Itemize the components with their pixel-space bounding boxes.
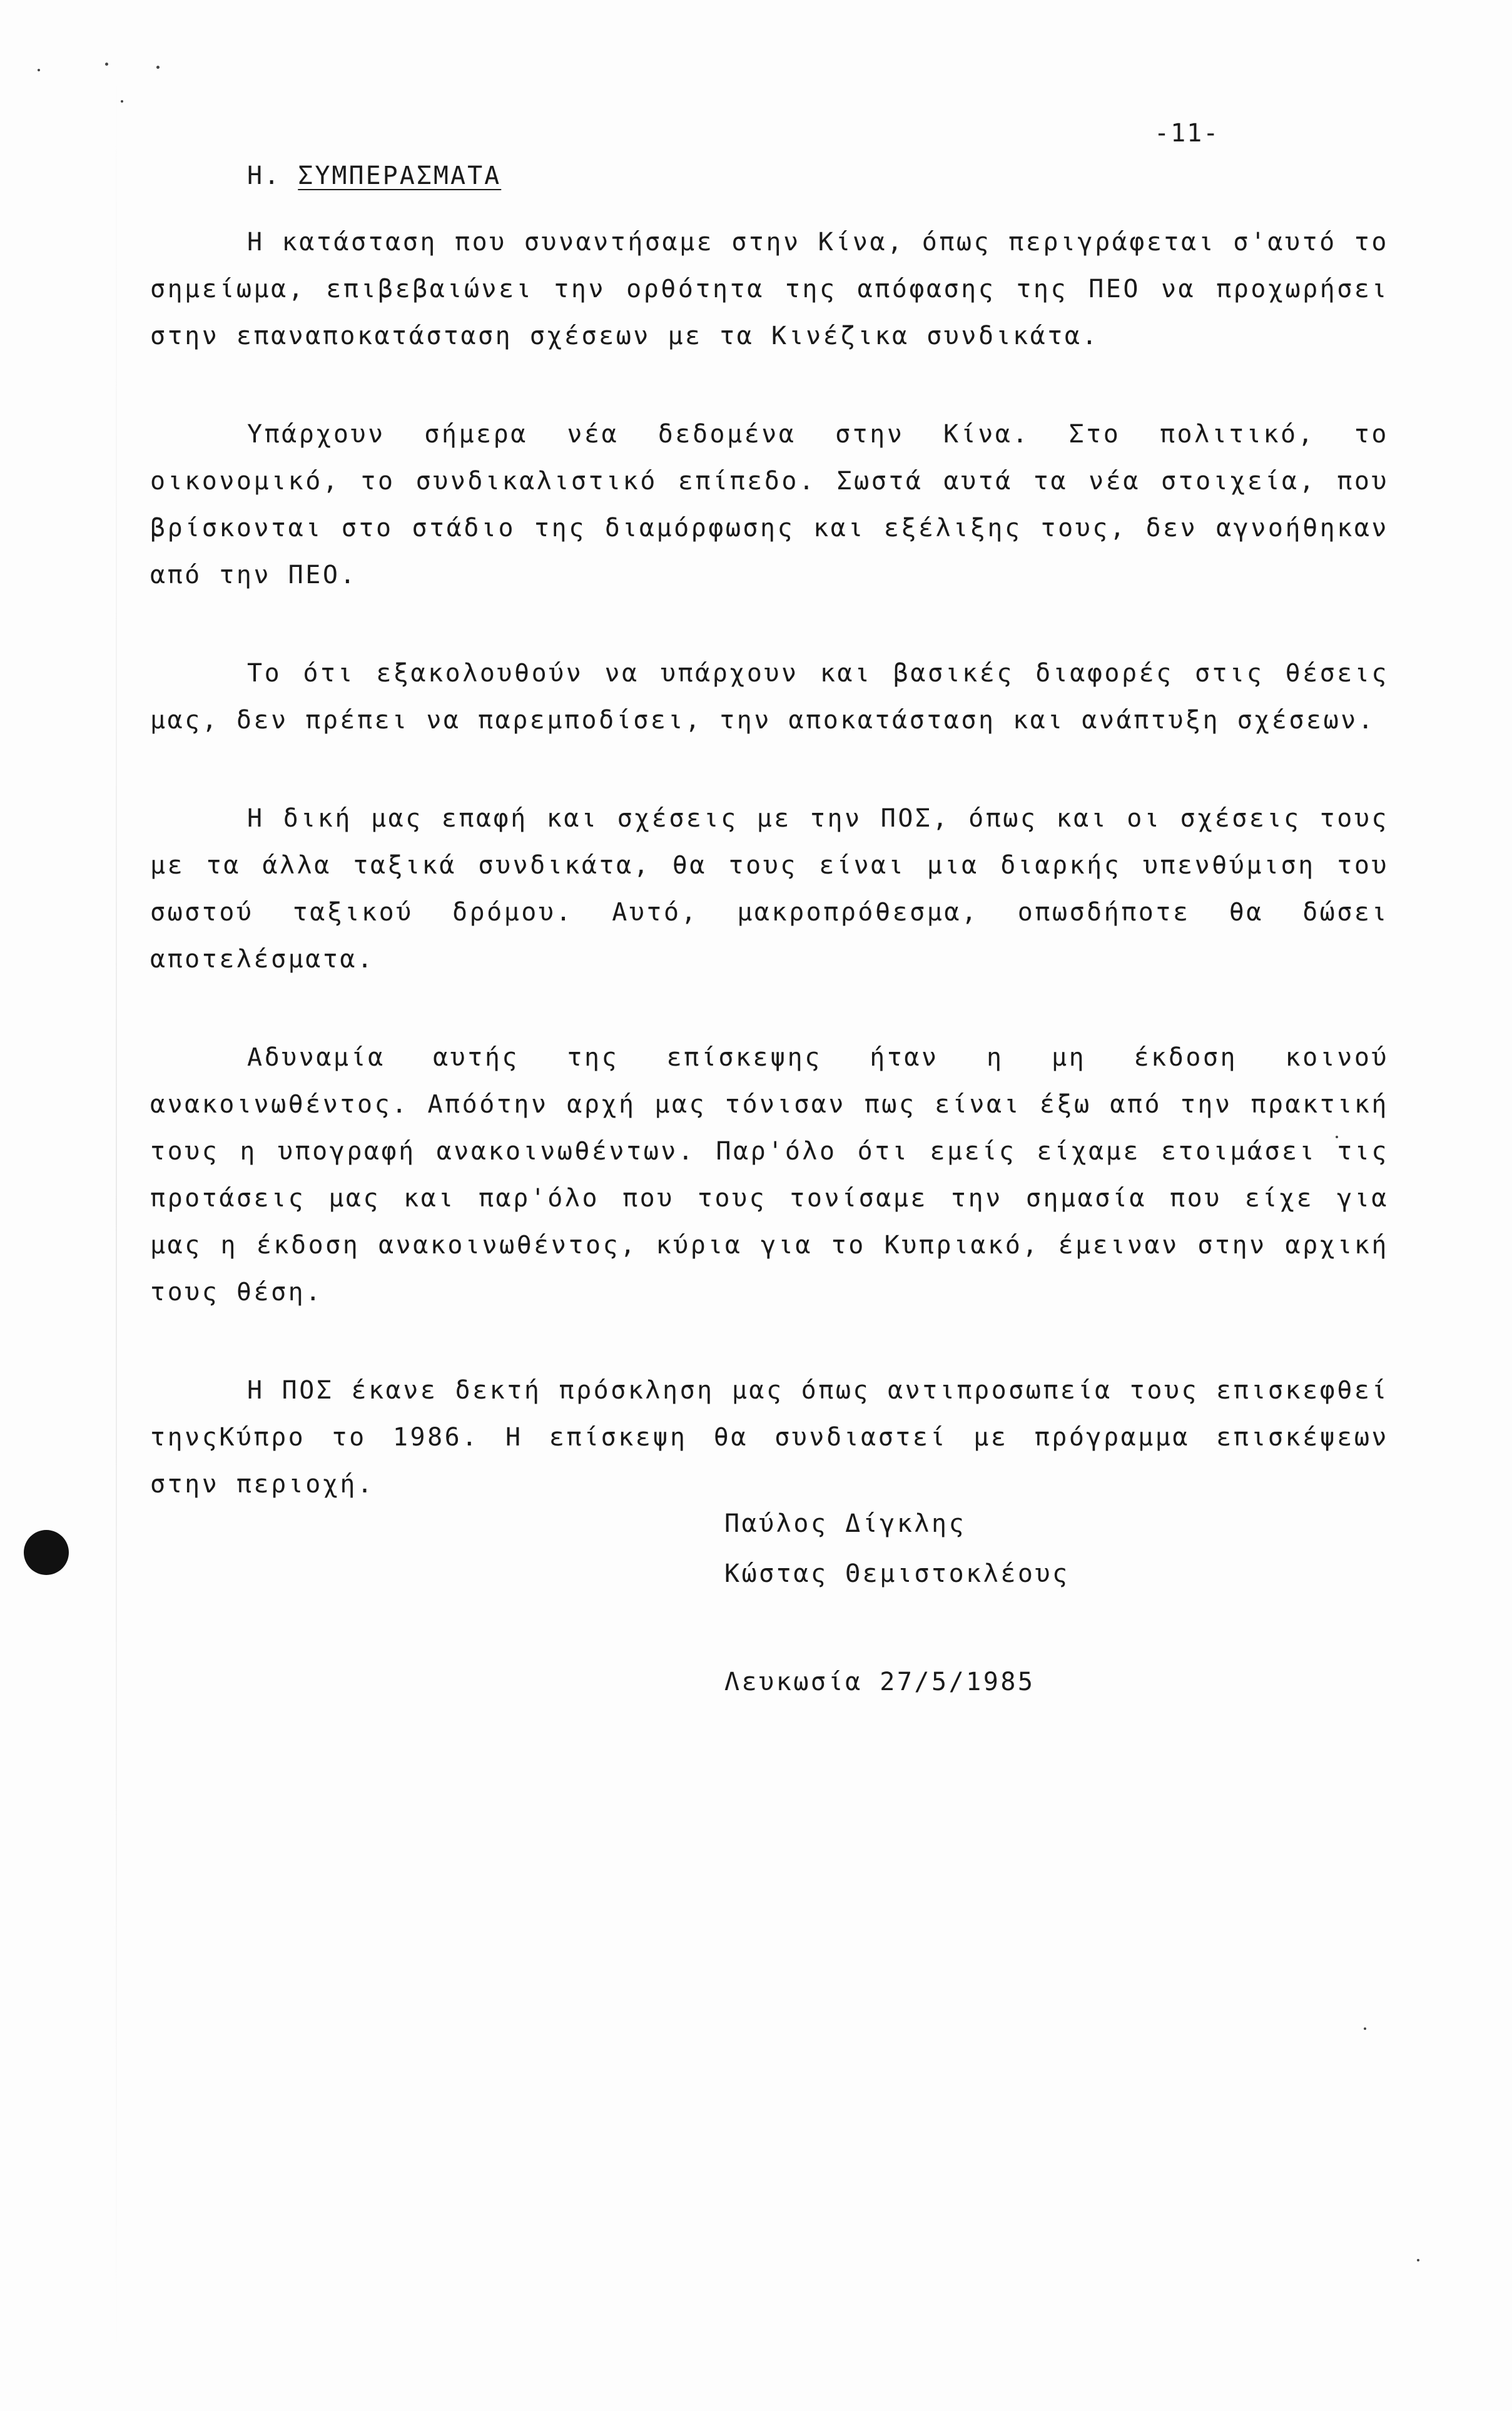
paragraph: Αδυναμία αυτής της επίσκεψης ήταν η μη έκδοση κοινού ανακοινωθέντος. Απόότην αρχή μας τόνισαν πως είναι έξω από την πρακτική τους η υπογραφή ανακοινωθέντων. Παρ'όλο ότι εμείς είχαμε ετοιμάσει τις προτάσεις μας και παρ'όλο που τους τονίσαμε την σημασία που είχε για μας η έκδοση ανακοινωθέντος, κύρια για το Κυπριακό, έμειναν στην αρχική τους θέση. <box>150 1043 1389 1307</box>
scan-speck <box>1417 2259 1419 2261</box>
signatory-name: Κώστας Θεμιστοκλέους <box>724 1559 1070 1588</box>
signature-block <box>724 1499 1070 1599</box>
scan-speck <box>156 66 160 69</box>
scan-speck <box>121 100 123 103</box>
signatory-name: Παύλος Δίγκλης <box>724 1509 967 1538</box>
paragraph: Η ΠΟΣ έκανε δεκτή πρόσκληση μας όπως αντιπροσωπεία τους επισκεφθεί τηνςΚύπρο το 1986. Η επίσκεψη θα συνδιαστεί με πρόγραμμα επισκέψεων στην περιοχή. <box>150 1376 1389 1499</box>
paragraph: Το ότι εξακολουθούν να υπάρχουν και βασικές διαφορές στις θέσεις μας, δεν πρέπει να παρεμποδίσει, την αποκατάσταση και ανάπτυξη σχέσεων. <box>150 659 1389 735</box>
page-number: -11- <box>1154 119 1220 148</box>
section-heading <box>247 161 516 190</box>
paragraph: Υπάρχουν σήμερα νέα δεδομένα στην Κίνα. Στο πολιτικό, το οικονομικό, το συνδικαλιστικό επίπεδο. Σωστά αυτά τα νέα στοιχεία, που βρίσκονται στο στάδιο της διαμόρφωσης και εξέλιξης τους, δεν αγνοήθηκαν από την ΠΕΟ. <box>150 420 1389 589</box>
section-letter: Η. <box>247 161 282 190</box>
section-title: ΣΥΜΠΕΡΑΣΜΑΤΑ <box>298 161 502 190</box>
body-text <box>150 219 1389 1559</box>
paragraph: Η δική μας επαφή και σχέσεις με την ΠΟΣ, όπως και οι σχέσεις τους με τα άλλα ταξικά συνδικάτα, θα τους είναι μια διαρκής υπενθύμιση του σωστού ταξικού δρόμου. Αυτό, μακροπρόθεσμα, οπωσδήποτε θα δώσει αποτελέσματα. <box>150 804 1389 974</box>
place-and-date: Λευκωσία 27/5/1985 <box>724 1668 1035 1696</box>
scan-speck <box>38 69 40 71</box>
punch-hole <box>24 1530 69 1575</box>
scan-speck <box>105 63 108 66</box>
scan-speck <box>1364 2027 1366 2030</box>
page-edge-shadow <box>116 56 117 2372</box>
paragraph: Η κατάσταση που συναντήσαμε στην Κίνα, όπως περιγράφεται σ'αυτό το σημείωμα, επιβεβαιώνει την ορθότητα της απόφασης της ΠΕΟ να προχωρήσει στην επαναποκατάσταση σχέσεων με τα Κινέζικα συνδικάτα. <box>150 228 1389 350</box>
